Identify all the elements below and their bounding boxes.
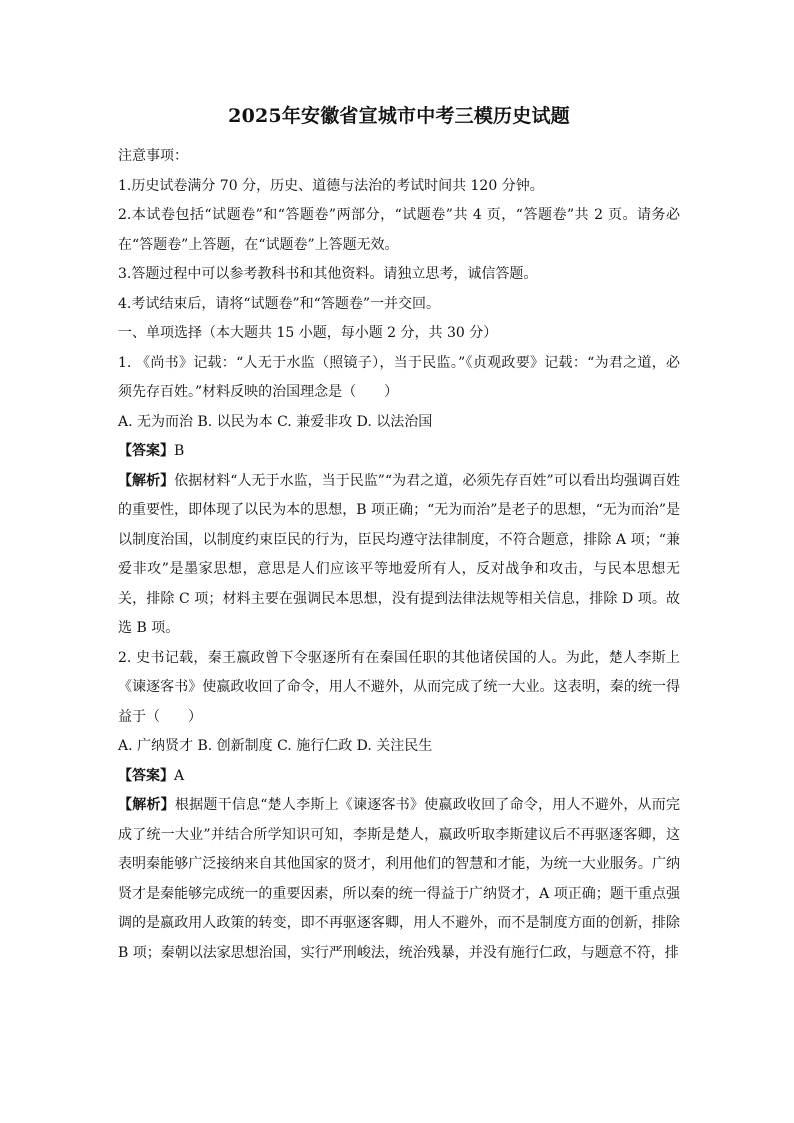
notice-item-1: 1.历史试卷满分 70 分，历史、道德与法治的考试时间共 120 分钟。 xyxy=(118,177,544,194)
analysis-tag: 【解析】 xyxy=(118,472,175,489)
answer-value: A xyxy=(174,767,185,784)
page-title: 2025年安徽省宣城市中考三模历史试题 xyxy=(228,105,570,127)
question-2-stem: 2. 史书记载，秦王嬴政曾下令驱逐所有在秦国任职的其他诸侯国的人。为此，楚人李斯上《谏逐客书》使嬴政收回了命令，用人不避外，从而完成了统一大业。这表明，秦的统一得益于（ ） xyxy=(118,649,680,725)
question-1-stem: 1. 《尚书》记载：“人无于水监（照镜子），当于民监。”《贞观政要》记载：“为君之道，必须先存百姓。”材料反映的治国理念是（ ） xyxy=(118,354,680,400)
question-1-analysis xyxy=(118,467,680,644)
question-2-analysis xyxy=(118,791,680,968)
answer-tag: 【答案】 xyxy=(118,767,174,784)
section-heading: 一、单项选择（本大题共 15 小题，每小题 2 分，共 30 分） xyxy=(118,325,498,341)
analysis-text: 依据材料“人无于水监，当于民监”“为君之道，必须先存百姓”可以看出均强调百姓的重要性，即体现了以民为本的思想，B 项正确；“无为而治”是老子的思想，“无为而治”是以制度治国，以制度约束臣民的行为，臣民均遵守法律制度，不符合题意，排除 A 项；“兼爱非攻”是墨家思想，意思是人们应该平等地爱所有人，反对战争和攻击，与民本思想无关，排除 C 项；材料主要在强调民本思想，没有提到法律法规等相关信息，排除 D 项。故选 B 项。 xyxy=(118,472,680,636)
question-2-answer xyxy=(118,762,680,792)
question-1-answer xyxy=(118,437,680,467)
document-page xyxy=(118,100,680,968)
answer-tag: 【答案】 xyxy=(118,443,174,459)
answer-value: B xyxy=(174,443,185,459)
notice-item-2: 2.本试卷包括“试题卷”和“答题卷”两部分，“试题卷”共 4 页，“答题卷”共 2 页。请务必在“答题卷”上答题，在“试题卷”上答题无效。 xyxy=(118,207,680,253)
notice-item-4: 4.考试结束后，请将“试题卷”和“答题卷”一并交回。 xyxy=(118,295,440,312)
notice-item-3: 3.答题过程中可以参考教科书和其他资料。请独立思考，诚信答题。 xyxy=(118,266,538,282)
question-2-options: A. 广纳贤才 B. 创新制度 C. 施行仁政 D. 关注民生 xyxy=(118,738,433,754)
question-1-options: A. 无为而治 B. 以民为本 C. 兼爱非攻 D. 以法治国 xyxy=(118,413,433,430)
analysis-text: 根据题干信息“楚人李斯上《谏逐客书》使嬴政收回了命令，用人不避外，从而完成了统一大业”并结合所学知识可知，李斯是楚人，嬴政听取李斯建议后不再驱逐客卿，这表明秦能够广泛接纳来自其他国家的贤才，利用他们的智慧和才能，为统一大业服务。广纳贤才是秦能够完成统一的重要因素，所以秦的统一得益于广纳贤才，A 项正确；题干重点强调的是嬴政用人政策的转变，即不再驱逐客卿，用人不避外，而不是制度方面的创新，排除 B 项；秦朝以法家思想治国，实行严刑峻法，统治残暴，并没有施行仁政，与题意不符，排 xyxy=(118,797,681,961)
notice-heading: 注意事项： xyxy=(118,148,188,164)
analysis-tag: 【解析】 xyxy=(118,797,175,813)
